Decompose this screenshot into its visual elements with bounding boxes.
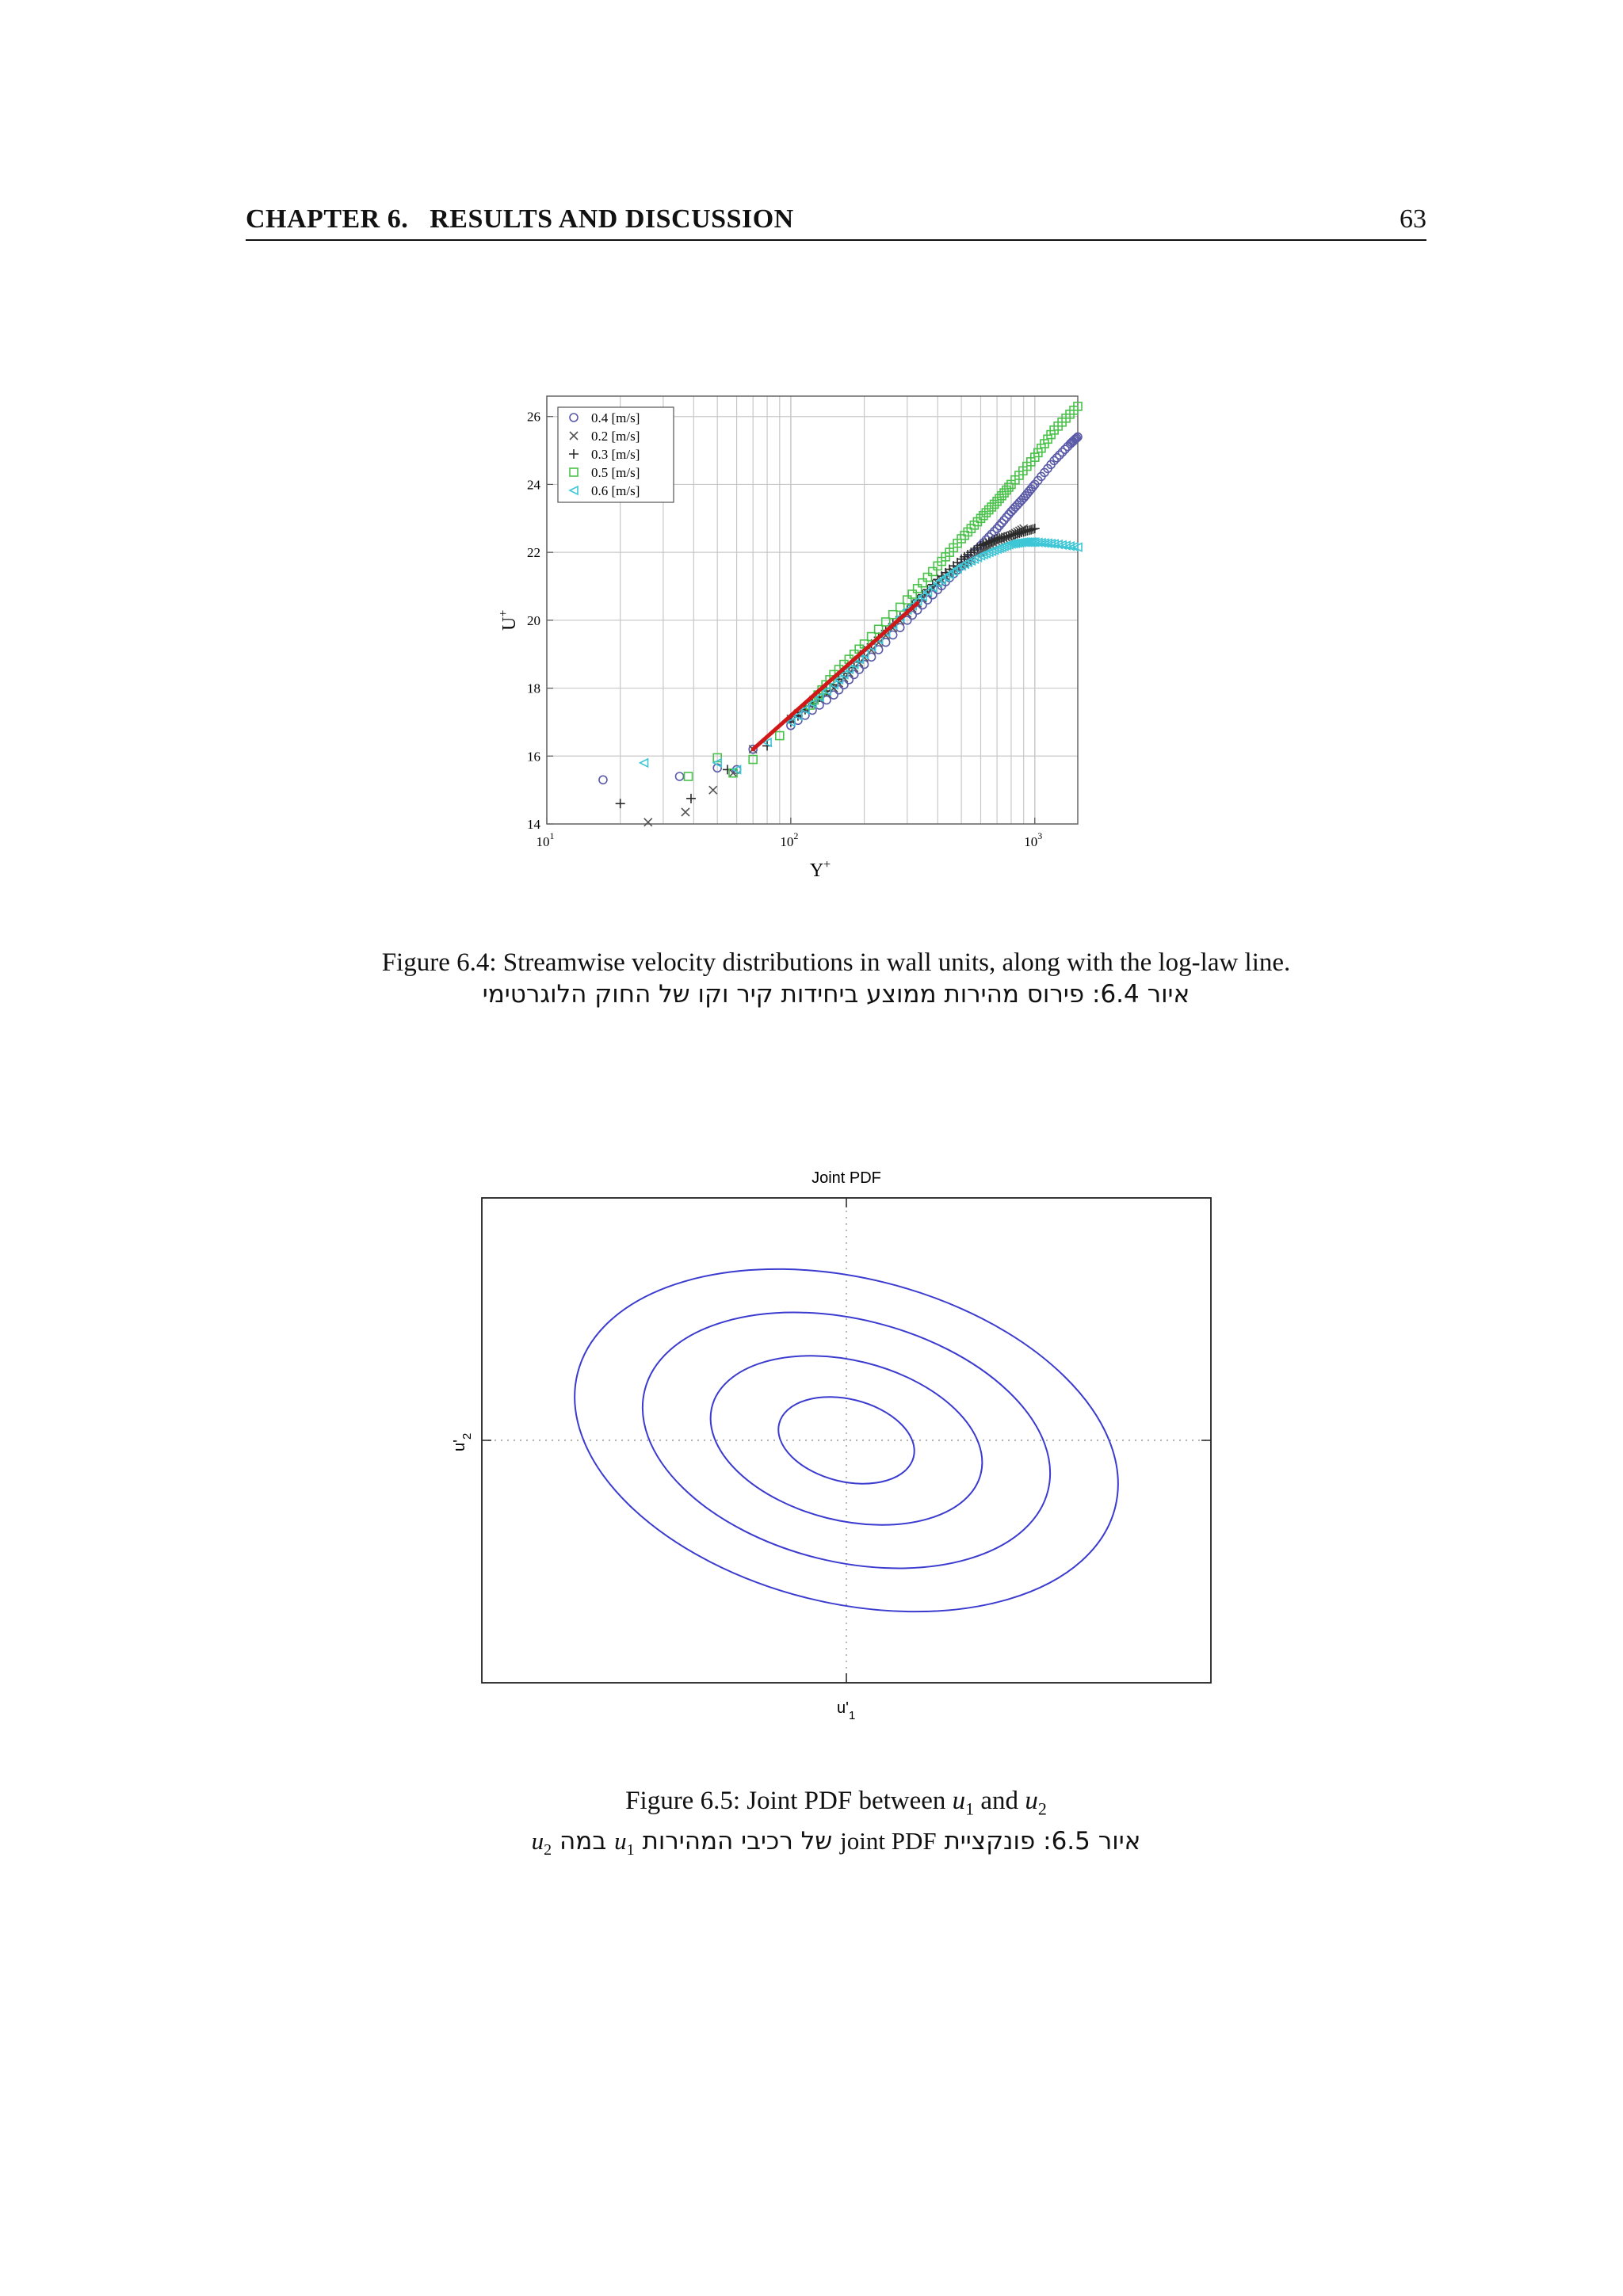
data-point (1002, 486, 1010, 494)
x-tick-label: $10^2$ (780, 830, 799, 849)
header-rule (246, 239, 1426, 241)
figure-6-5-caption (246, 1785, 1426, 1866)
y-tick-label: 20 (527, 612, 540, 628)
figure-6-4-chart (491, 372, 1109, 911)
data-point (644, 818, 652, 826)
caption-english: Figure 6.4: Streamwise velocity distributions in wall units, along with the log-law line. (381, 948, 1291, 977)
data-point (676, 772, 684, 780)
log-law-line (753, 603, 917, 749)
caption-hebrew: איור 6.4: פירוס מהירות ממוצע ביחידות קיר וקו של החוק הלוגרטימי (482, 980, 1190, 1009)
y-tick-label: 24 (527, 477, 540, 493)
series-plus (616, 524, 1040, 808)
chart-title: Joint PDF (812, 1169, 881, 1187)
series-square (685, 402, 1082, 780)
x-axis-label: $u'_1$ (837, 1699, 856, 1722)
data-point (987, 503, 995, 511)
x-axis-label: Y+ (809, 858, 831, 881)
caption-english: Figure 6.5: Joint PDF between $u_1$ and $u_2$ (625, 1787, 1047, 1819)
figure-6-4-caption (246, 947, 1426, 1010)
y-tick-label: 14 (527, 817, 540, 832)
data-point (616, 799, 625, 808)
y-axis-label: U+ (497, 609, 520, 631)
data-point (599, 776, 607, 784)
y-tick-label: 26 (527, 409, 540, 425)
y-tick-label: 22 (527, 545, 540, 561)
data-point (985, 506, 993, 514)
legend-label: 0.3 [m/s] (591, 447, 640, 462)
legend-label: 0.5 [m/s] (591, 465, 640, 480)
data-point (682, 808, 689, 816)
y-tick-label: 18 (527, 681, 540, 696)
running-header (246, 204, 1426, 241)
data-point (929, 567, 937, 575)
data-point (640, 759, 648, 767)
x-tick-label: $10^1$ (536, 830, 555, 849)
data-point (998, 492, 1006, 500)
y-axis-label: $u'_2$ (451, 1432, 474, 1451)
legend-label: 0.2 [m/s] (591, 429, 640, 444)
page-number: 63 (1400, 204, 1426, 234)
data-point (908, 590, 916, 598)
data-point (685, 772, 693, 780)
data-point (1000, 489, 1008, 497)
caption-hebrew: איור 6.5: פונקציית joint PDF של רכיבי המהירות $u_1$ במה $u_2$ (531, 1826, 1141, 1859)
data-point (914, 585, 922, 593)
data-point (923, 574, 931, 582)
y-tick-label: 16 (527, 749, 540, 765)
data-point (686, 794, 696, 803)
legend-label: 0.4 [m/s] (591, 410, 640, 425)
data-point (982, 509, 990, 517)
legend-label: 0.6 [m/s] (591, 483, 640, 498)
legend (558, 407, 674, 502)
chapter-title: CHAPTER 6. RESULTS AND DISCUSSION (246, 204, 794, 234)
figure-6-5-chart (444, 1157, 1236, 1743)
x-tick-label: $10^3$ (1024, 830, 1043, 849)
data-point (709, 786, 717, 794)
data-point (918, 579, 926, 587)
